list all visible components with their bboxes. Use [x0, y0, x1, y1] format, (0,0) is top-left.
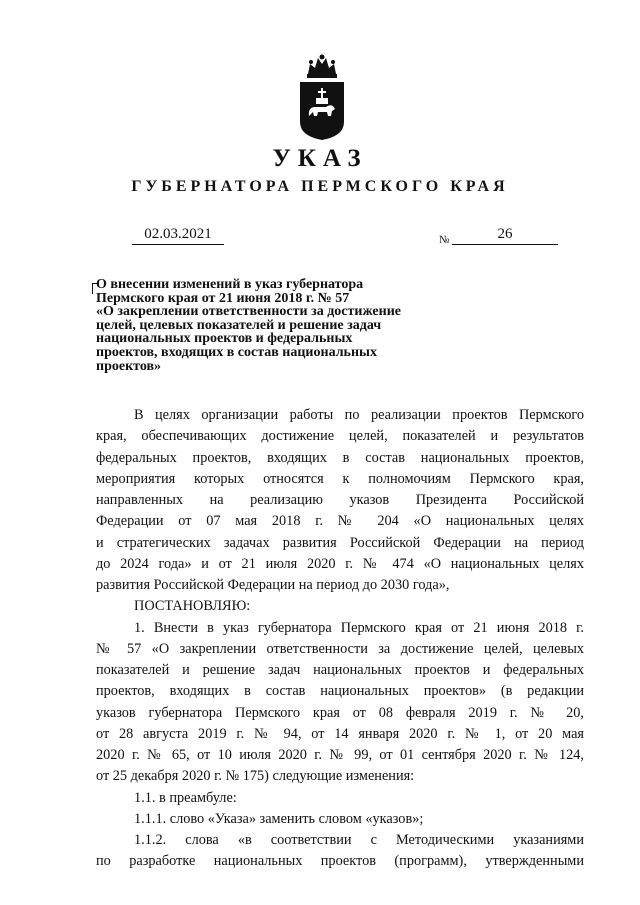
- paragraph-line: В целях организации работы по реализации проектов Пермского: [134, 407, 584, 423]
- document-date: 02.03.2021: [132, 226, 224, 245]
- paragraph-line: 1.1. в преамбуле:: [134, 789, 237, 806]
- paragraph-line: Федерации от 07 мая 2018 г. № 204 «О национальных целях: [96, 513, 584, 530]
- heading-line: целей, целевых показателей и решение задач: [96, 317, 382, 333]
- paragraph-line: направленных на реализацию указов Президента Российской: [96, 492, 584, 508]
- paragraph-line: до 2024 года» и от 21 июля 2020 г. № 474 «О национальных целях: [96, 555, 584, 572]
- paragraph-line: 1.1.1. слово «Указа» заменить словом «указов»;: [134, 810, 424, 827]
- paragraph-line: и стратегических задачах развития Российской Федерации на период: [96, 534, 584, 551]
- document-body: [96, 405, 584, 873]
- document-number: 26: [452, 226, 558, 245]
- paragraph-line: 1. Внести в указ губернатора Пермского края от 21 июня 2018 г.: [134, 619, 584, 636]
- paragraph-line: от 25 декабря 2020 г. № 175) следующие изменения:: [96, 768, 415, 785]
- heading-line: О внесении изменений в указ губернатора: [96, 277, 364, 292]
- paragraph-line: указов губернатора Пермского края от 08 февраля 2019 г. № 20,: [96, 704, 584, 721]
- heading-line: «О закреплении ответственности за достижение: [96, 304, 401, 320]
- number-sign: №: [439, 234, 450, 246]
- paragraph-line: края, обеспечивающих достижение целей, показателей и результатов: [96, 428, 584, 445]
- document-subtitle: ГУБЕРНАТОРА ПЕРМСКОГО КРАЯ: [131, 178, 509, 195]
- decree-word: ПОСТАНОВЛЯЮ:: [134, 598, 251, 615]
- paragraph-line: по разработке национальных проектов (программ), утвержденными: [96, 853, 584, 870]
- paragraph-line: 1.1.2. слова «в соответствии с Методическими указаниями: [134, 832, 584, 848]
- paragraph-line: проектов, входящих в состав национальных проектов» (в редакции: [96, 683, 584, 700]
- paragraph-line: мероприятия которых относятся к полномочиям Пермского края,: [96, 470, 584, 487]
- paragraph-line: федеральных проектов, входящих в состав национальных проектов,: [96, 449, 584, 466]
- heading-line: Пермского края от 21 июня 2018 г. № 57: [96, 290, 350, 306]
- paragraph-line: показателей и решение задач национальных проектов и федеральных: [96, 662, 584, 678]
- heading-line: национальных проектов и федеральных: [96, 331, 353, 347]
- perm-coat-of-arms-icon: [296, 52, 348, 142]
- paragraph-line: № 57 «О закреплении ответственности за достижение целей, целевых: [96, 640, 584, 657]
- paragraph-line: от 28 августа 2019 г. № 94, от 14 января 2020 г. № 1, от 20 мая: [96, 725, 584, 742]
- paragraph-line: развития Российской Федерации на период до 2030 года»,: [96, 577, 450, 593]
- document-title: УКАЗ: [272, 145, 368, 172]
- document-heading: [96, 278, 426, 373]
- heading-line: проектов, входящих в состав национальных: [96, 344, 377, 360]
- heading-line: проектов»: [96, 358, 162, 374]
- paragraph-line: 2020 г. № 65, от 10 июля 2020 г. № 99, от 01 сентября 2020 г. № 124,: [96, 747, 584, 763]
